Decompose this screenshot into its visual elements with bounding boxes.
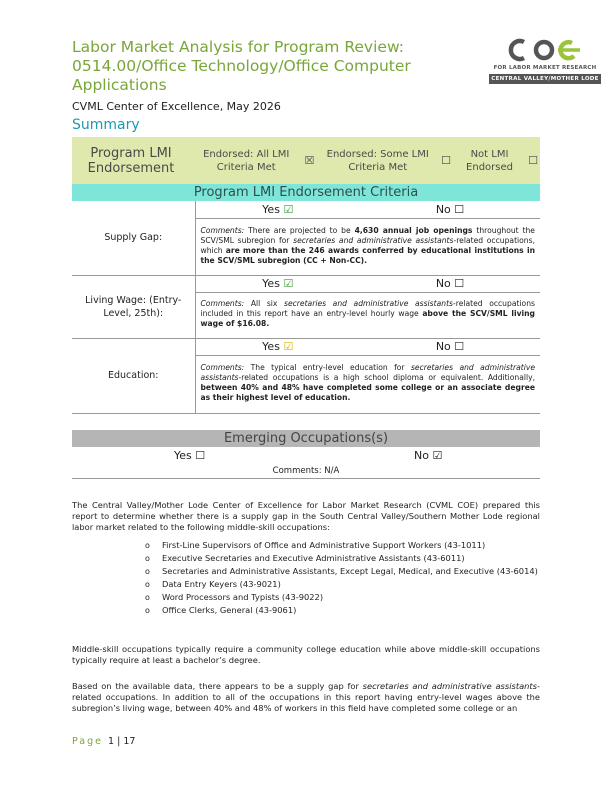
emerging-comment-row	[72, 464, 540, 478]
supply-gap-comment-text: There are projected to be 4,630 annual job openings throughout the SCV/SML subregion for secretaries and administrative assistants-related occupations, which are more than the 246 awards conferred by educational institutions in the SCV/SML subregion (CC + Non-CC).	[200, 225, 535, 265]
comment-prefix: Comments:	[200, 363, 245, 372]
footer-label: Page	[72, 736, 103, 747]
yes-label: Yes	[262, 202, 280, 216]
supply-gap-label: Supply Gap:	[72, 201, 195, 275]
emerging-yes	[72, 447, 306, 464]
emerging-yes-checkbox[interactable]: ☐	[195, 449, 206, 462]
middle-skill-paragraph: Middle-skill occupations typically require a community college education while above middle-skill occupations typically require at least a bachelor’s degree.	[72, 644, 540, 665]
living-wage-yes	[195, 275, 360, 292]
list-item: o Executive Secretaries and Executive Administrative Assistants (43-6011)	[145, 553, 540, 565]
coe-logo-mark	[506, 38, 584, 62]
lmi-endorsement-table	[72, 137, 540, 201]
coe-logo	[489, 38, 601, 84]
education-yn-row	[72, 338, 540, 355]
living-wage-yn-row	[72, 275, 540, 292]
criteria-table	[72, 201, 540, 414]
education-yes-checkbox[interactable]: ☑	[283, 340, 294, 353]
emerging-comment: Comments: N/A	[72, 464, 540, 478]
list-item: o Office Clerks, General (43-9061)	[145, 605, 540, 617]
list-item: o Data Entry Keyers (43-9021)	[145, 579, 540, 591]
supply-gap-yes	[195, 201, 360, 218]
endorsement-option-some: Endorsed: Some LMI Criteria Met	[316, 137, 439, 184]
no-label: No	[435, 277, 451, 290]
education-yes	[195, 338, 360, 355]
education-no	[360, 338, 540, 355]
endorsement-all-checkbox[interactable]: ☒	[302, 137, 316, 184]
living-wage-comment	[195, 292, 540, 338]
living-wage-no	[360, 275, 540, 292]
emerging-header: Emerging Occupations(s)	[72, 430, 540, 447]
list-item: o Secretaries and Administrative Assistants, Except Legal, Medical, and Executive (43-6014)	[145, 566, 540, 578]
yes-label: Yes	[174, 449, 192, 462]
logo-region: CENTRAL VALLEY/MOTHER LODE	[489, 74, 601, 84]
summary-heading: Summary	[72, 117, 140, 133]
list-item: o First-Line Supervisors of Office and Administrative Support Workers (43-1011)	[145, 540, 540, 552]
endorsement-label: Program LMI Endorsement	[72, 137, 190, 184]
title-line-1: Labor Market Analysis for Program Review:	[72, 38, 404, 56]
living-wage-no-checkbox[interactable]: ☐	[454, 277, 465, 290]
emerging-no	[306, 447, 540, 464]
page-number: 1 | 17	[108, 736, 136, 747]
emerging-no-checkbox[interactable]: ☑	[432, 449, 443, 462]
no-label: No	[435, 202, 451, 216]
comment-prefix: Comments:	[200, 299, 245, 308]
endorsement-not-checkbox[interactable]: ☐	[526, 137, 540, 184]
based-on-paragraph: Based on the available data, there appears to be a supply gap for secretaries and administrative assistants-related occupations. In addition to all of the occupations in this report having entry-level wages above the subregion’s living wage, between 40% and 48% of workers in this field have completed some college or an	[72, 681, 540, 713]
endorsement-some-checkbox[interactable]: ☐	[439, 137, 453, 184]
education-no-checkbox[interactable]: ☐	[454, 340, 465, 353]
logo-tagline: FOR LABOR MARKET RESEARCH	[493, 65, 597, 71]
endorsement-row	[72, 137, 540, 184]
emerging-header-row	[72, 430, 540, 447]
education-comment-text: The typical entry-level education for secretaries and administrative assistants-related occupations is a high school diploma or equivalent. Additionally, between 40% and 48% have completed some college or an associate degree as their highest level of education.	[200, 363, 535, 402]
emerging-yn-row	[72, 447, 540, 464]
supply-gap-no	[360, 201, 540, 218]
title-line-2: 0514.00/Office Technology/Office Computer	[72, 57, 411, 75]
comment-prefix: Comments:	[200, 225, 245, 235]
intro-paragraph: The Central Valley/Mother Lode Center of Excellence for Labor Market Research (CVML COE) prepared this report to determine whether there is a supply gap in the South Central Valley/Southern Mother Lode regional labor market related to the following middle-skill occupations:	[72, 500, 540, 532]
education-label: Education:	[72, 338, 195, 413]
report-subtitle: CVML Center of Excellence, May 2026	[72, 100, 281, 113]
education-comment	[195, 355, 540, 413]
title-line-3: Applications	[72, 76, 167, 94]
living-wage-comment-text: All six secretaries and administrative assistants-related occupations included in this report have an entry-level hourly wage above the SCV/SML living wage of $16.08.	[200, 299, 535, 328]
living-wage-label: Living Wage: (Entry-Level, 25th):	[72, 275, 195, 338]
supply-gap-yn-row	[72, 201, 540, 218]
list-item: o Word Processors and Typists (43-9022)	[145, 592, 540, 604]
supply-gap-yes-checkbox[interactable]: ☑	[283, 202, 294, 216]
page-footer	[72, 736, 135, 747]
emerging-table	[72, 430, 540, 479]
yes-label: Yes	[262, 340, 280, 353]
yes-label: Yes	[262, 277, 280, 290]
endorsement-option-all: Endorsed: All LMI Criteria Met	[190, 137, 302, 184]
living-wage-yes-checkbox[interactable]: ☑	[283, 277, 294, 290]
report-title	[72, 38, 432, 95]
no-label: No	[414, 449, 429, 462]
occupation-list	[145, 540, 540, 618]
no-label: No	[435, 340, 451, 353]
endorsement-option-not: Not LMI Endorsed	[453, 137, 526, 184]
supply-gap-comment	[195, 218, 540, 275]
criteria-header-row	[72, 184, 540, 201]
supply-gap-no-checkbox[interactable]: ☐	[454, 202, 465, 216]
criteria-header: Program LMI Endorsement Criteria	[72, 184, 540, 201]
